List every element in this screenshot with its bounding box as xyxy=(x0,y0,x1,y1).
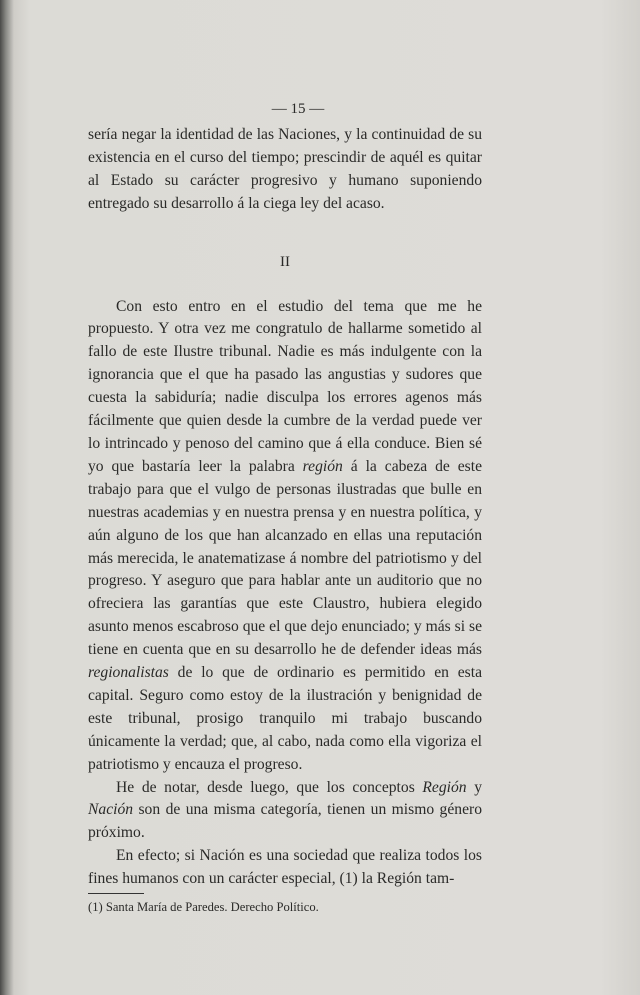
text-run: He de notar, desde luego, que los conceptos xyxy=(116,778,423,796)
section-heading: II xyxy=(280,253,290,270)
footnote: (1) Santa María de Paredes. Derecho Político. xyxy=(88,900,319,915)
italic-text: Nación xyxy=(88,801,134,819)
italic-text: Región xyxy=(422,778,467,796)
page-text xyxy=(88,98,482,916)
text-run: y xyxy=(466,778,482,796)
text-run: Con esto entro en el estudio del tema que me he propuesto. Y otra vez me congratulo de hallarme sometido al fallo de este Ilustre tribunal. Nadie es más indulgente con la ignorancia que el que ha pasado las angustias y sudores que cuesta la sabiduría; nadie disculpa los errores agenos más fácilmente que quien desde la cumbre de la verdad puede ver lo intrincado y penoso del camino que á ella conduce. Bien sé yo que bastaría leer la palabra xyxy=(88,297,482,475)
text-run: á la cabeza de este trabajo para que el vulgo de personas ilustradas que bulle en nuestras academias y en nuestra prensa y en nuestra política, y aún alguno de los que han alcanzado en ellas una reputación más merecida, le anatematizase á nombre del patriotismo y del progreso. Y aseguro que para hablar ante un auditorio que no ofreciera las garantías que este Claustro, hubiera elegido asunto menos escabroso que el que dejo enunciado; y más si se tiene en cuenta que en su desarrollo he de defender ideas más xyxy=(88,457,482,659)
paragraph-continuation: sería negar la identidad de las Naciones, y la continuidad de su existencia en el curso del tiempo; prescindir de aquél es quitar al Estado su carácter progresivo y humano suponiendo entregado su desarrollo á la ciega ley del acaso. xyxy=(88,126,482,212)
paragraph-efecto: En efecto; si Nación es una sociedad que realiza todos los fines humanos con un carácter especial, (1) la Región tam- xyxy=(88,847,482,888)
paragraph-conceptos xyxy=(88,777,482,846)
text-run: son de una misma categoría, tienen un mismo género próximo. xyxy=(88,801,482,842)
page-number: — 15 — xyxy=(271,101,325,117)
paragraph-tema xyxy=(88,296,482,777)
italic-text: regionalistas xyxy=(88,664,169,682)
footnote-divider xyxy=(88,893,144,894)
text-run: de lo que de ordinario es permitido en esta capital. Seguro como estoy de la ilustración y benignidad de este tribunal, prosigo tranquilo mi trabajo buscando únicamente la verdad; que, al cabo, nada como ella vigoriza el patriotismo y encauza el progreso. xyxy=(88,664,482,773)
italic-text: región xyxy=(302,457,343,475)
